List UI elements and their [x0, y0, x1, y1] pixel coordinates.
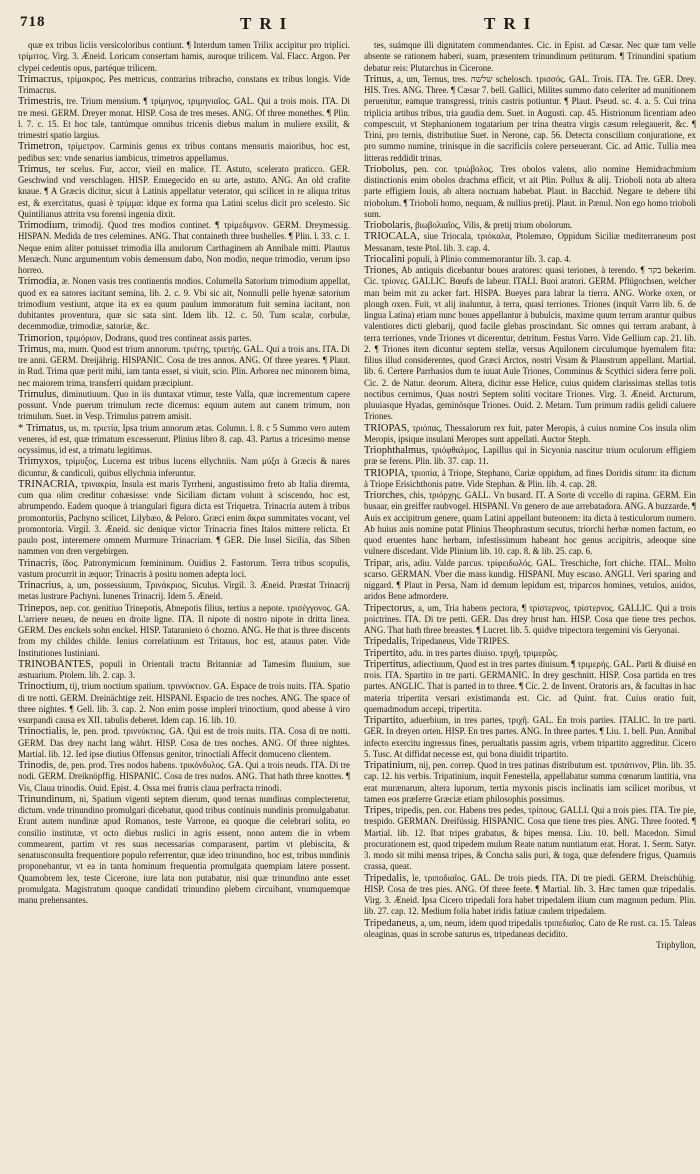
entry-headword: Trimus,	[18, 163, 51, 175]
dictionary-entry	[18, 344, 350, 389]
entry-headword: Tripedalis,	[364, 872, 409, 884]
entry-text: us, m. τριετία, Ipsa trium annorum ætas. Column. l. 8. c 5 Summo vero autem veneres, id est, quæ trimatum excesserunt. Plinius libro 8. cap. 43. Partus a tricesimo mense ocyssimus, id est, a trimatu legitimus.	[18, 422, 350, 455]
entry-text: Ab antiquis dicebantur boues aratores: quasi teriones, à terendo. ¶ בקר bekerim. Cic. τρίονες. GALLIC. Bœufs de labeur. ITALI. Buoi aratori. GERM. Pflügochsen, welcher man beim mit zu acker fart. HISPA. Bueyes para labrar la tierra. ANG. Worke oxen, or plough oxen. Fuit, vt alij inaluntur, à terra, quasi terriones. Triones (inquit Varro lib. 6. de lingua Latina) etiam nunc boues appellantur à bubulcis, maxime quum terram arantur quibus valentiores dicti glebarij, quod facile glebas proscindant. Sic omnes qui terram arabant, à terra terriones, vnde Triones vt dicerentur, detritum. Festus Varro. Vide Gellium cap. 21. lib. 2. ¶ Triones item dicuntur septem stellæ, versus Aquilonem circulumque hyemalem fita: filius illud considerentes, quod Græci Arctos, nostri Vrsam & Plaustrum appellant. Martial. lib. 6. Certere Parrhasios dum te iuuat Aule Triones, Comminus & Scythici sidera ferre poli. Cic. 2. de Natur. deorum. Altera, dicitur esse Helice, cuius quidem clarissimas stellas totis noctibus cernimus, Quas nostri Septem soliti vocitare Triones. Virg. 3. Æneid. Arcturum, pluuiasque Hyadas, geminósque Triones. Ouid. 2. Metam. Tum primum radiis gelidi caluere Triones.	[364, 265, 696, 422]
dictionary-entry	[364, 468, 696, 491]
entry-text: a, um, neum, idem quod tripedalis τριπεδιαῖος. Cato de Re rust. ca. 15. Taleas oleaginas, quas in scrobe saturus es, tripedaneas decidito.	[364, 917, 696, 939]
entry-headword: Triocalini	[364, 253, 406, 265]
entry-text: adu. in tres partes diuiso. τριχῆ, τριμερῶς.	[408, 647, 558, 658]
dictionary-entry	[18, 794, 350, 907]
entry-headword: Trinodis,	[18, 760, 56, 771]
running-head-right: TRI	[484, 14, 539, 33]
entry-headword: TRIOPIA,	[364, 467, 409, 479]
dictionary-entry	[364, 74, 696, 164]
dictionary-entry	[18, 726, 350, 760]
dictionary-entry	[18, 659, 350, 682]
dictionary-entry	[364, 603, 696, 637]
dictionary-entry	[364, 873, 696, 918]
entry-text: tes, suámque illi dignitatem commendantes. Cic. in Epist. ad Cæsar. Nec quæ tam velle absente se rationem haberi, suam, præsentem trinundinum petiturum. ¶ Trinundini spatium debatur reis: Plutarchus in Cicerone.	[364, 40, 696, 73]
entry-headword: Tripartito,	[364, 715, 407, 726]
running-head-left: TRI	[240, 14, 295, 33]
dictionary-entry	[364, 265, 696, 423]
dictionary-entry	[18, 603, 350, 659]
entry-text: diminutiuum. Quo in iis duntaxat vtimur, teste Valla, quæ incrementum capere possunt. Vnde puerum trimulum recte dicemus: equum autem aut canem trimum, non trimulum. Suet. in Vesp. Trimulus patrem amisit.	[18, 388, 350, 422]
entry-text: τριόφθαλμος, Lapillus qui in Sicyonia nascitur trium oculorum effigiem præ se ferens. Plin. lib. 37. cap. 11.	[364, 445, 696, 467]
dictionary-entry	[18, 141, 350, 164]
entry-headword: Tripertitus,	[364, 658, 411, 670]
entry-headword: Trinacrius,	[18, 580, 64, 591]
entry-text: a, um, possessiuum, Τρινάκριος, Siculus. Virgil. 3. Æneid. Præstat Trinacrij metas lustrare Pachyni. Iunenes Trinacrij. Idem 5. Æneid.	[18, 580, 350, 602]
entry-text: τριοπία, à Triope, Stephano, Cariæ oppidum, ad fines Doridis situm: ita dictum à Triope Erisichthonis patre. Vide Stephan. & Plin. lib. 4. cap. 28.	[364, 467, 696, 489]
entry-text: τρίμακρος. Pes metricus, contrarius tribracho, constans ex tribus longis. Vide Trimacrus.	[18, 73, 350, 95]
dictionary-entry	[364, 918, 696, 941]
entry-headword: Tripatinium,	[364, 760, 417, 771]
dictionary-entry	[364, 659, 696, 715]
entry-text: Tripedaneus, Vide TRIPES.	[410, 636, 510, 647]
entry-text: tij, trium noctium spatium. τριννύκτιον. GA. Espace de trois nuits. ITA. Spatio di tre notti. GERM. Dreinächtige zeit. HISPANI. Espacio de tres noches. ANG. The space of three nightes. ¶ Gell. lib. 3. cap. 2. Non enim posse impleri trinoctium, quod abesse à viro vsurpandi causa ex XII. tabulis deberet. Idem cap. 16. lib. 10.	[18, 681, 350, 725]
entry-headword: Trimulus,	[18, 388, 59, 400]
entry-text: τρινακρία, Insula est maris Tyrrheni, angustissimo freto ab Italia diremta, cum qua olim creditur cohæsisse: vnde Siciliam dictam volunt à sciscendo, hoc est, abrumpendo. Eadem quoque à triangulari figura dicta est Triquetra. Trinacria autem à tribus promontoriis, Pachyno scilicet, Lilybæo, & Peloro. Græci enim ἄκρα summitates vocant, vel promontoria. Virgil. 3. Æneid. sic denique victor Trinacria fines Italos mittere relicta. Et paulo post, interemere omnem Murmure Trinacriam. ¶ GER. Die Insel Sicilia, das Siben nammen von dren vergebirgen.	[18, 478, 350, 557]
left-column	[18, 40, 350, 1162]
entry-text: de, pen. prod. Tres nodos habens. τρικόνδυλος. GA. Qui a trois neuds. ITA. Di tre nodi. GERM. Dreiknöpffig. HISPANIC. Cosa de tres nudos. ANG. That hath three knottes. ¶ Vis, Claua trinodis. Ouid. Epist. 4. Ossa mei fratris claua perfracta trinodi.	[18, 760, 350, 793]
entry-headword: Trimestris,	[18, 96, 64, 108]
entry-text: quæ ex tribus liciis versicoloribus contiunt. ¶ Interdum tamen Trilix accipitur pro triplici. τρίμιτος. Virg. 3. Æneid. Loricam consertam hamis, auroque trilicem. Val. Flacc. Argon. Per clypei cedentis opus, partéque trilicem.	[18, 40, 350, 73]
entry-text: aris, adiu. Valde parcus. τρίφειδωλός. GAL. Treschiche, fort chiche. ITAL. Molto scarso. GERMAN. Vber die mass kundig. HISPANI. Muy escaso. ANGLI. Veri sparing and niggard. ¶ Plaut in Persa, Nam id demum lepidum est, triparcos homines, vetulos, auidos, aridos Bene admordere.	[364, 557, 696, 602]
page-header	[14, 14, 686, 38]
entry-text: chis, τριόρχης. GALL. Vn busard. IT. A Sorte di vccello di rapina. GERM. Ein busaar, ein greiffer raubvogel. HISPANI. Vn genero de aue arrebatadora. ANG. A buzzarde. ¶ Auis ex accipitrum genere, quam Latini appellant buteonem: ita dicta à testiculorum numero. Ab huius auis nomine putat Plinius Theophrastum secutus, triorchi herbæ nomen factum, eo quod eruentes hanc herbam, infestissimum habeant hoc genus accipitris, adeoque sine vulnere discedant. Vide Plinium lib. 10. cap. 8. & lib. 25. cap. 6.	[364, 490, 696, 557]
dictionary-entry	[364, 423, 696, 446]
entry-text: nij, pen. correp. Quod in tres patinas distributum est. τριπάτινον, Plin. lib. 35. cap. 12. his verbis. Tripatinium, inquit Fenestella, appellabatur summa cœnarum lautitia, vna erat murænarum, altera luporum, tertia myxonis piscis inclinatis iam scilicet moribus, vt tamen eos præferre Græciæ etiam philosophis possimus.	[364, 760, 696, 804]
dictionary-entry	[364, 558, 696, 603]
entry-headword: Triophthalmus,	[364, 445, 429, 456]
entry-headword: Trimacrus,	[18, 73, 64, 85]
dictionary-entry	[18, 580, 350, 603]
entry-headword: Trinundinum,	[18, 793, 76, 805]
entry-headword: Tripertito,	[364, 647, 407, 659]
entry-headword: TRINOBANTES,	[18, 658, 94, 670]
entry-text: ma, mum. Quod est trium annorum. τριέτης, τριετής. GAL. Qui a trois ans. ITA. Di tre anni. GERM. Dreijährig. HISPANIC. Cosa de tres annos. ANG. Of three yeares. ¶ Plaut. in Rud. Trima quæ perit mihi, iam tanta esset, si viuit, scio. Plin. Arborea nec minorem bima, nec maiorem trima, transferri quidam præcipiunt.	[18, 343, 350, 388]
dictionary-entry	[364, 40, 696, 74]
dictionary-entry	[18, 96, 350, 141]
entry-text: siue Triocala, τριόκαλα, Ptolemæo, Oppidum Siciliæ mediterraneum post Messanam, teste Ptol. lib. 3. cap. 4.	[364, 231, 696, 253]
dictionary-entry	[18, 220, 350, 276]
entry-text: populi, à Plinio commemorantur lib. 3. cap. 4.	[407, 253, 571, 264]
entry-text: adiectiuum, Quod est in tres partes diuisum. ¶ τριμερής. GAL. Parti & diuisé en trois. ITA. Spartito in tre parti. GERMANIC. In drey geschnitt. HISP. Cosa partida en tres partes. ANGLIC. That is parted in to three. ¶ Cic. 2. de Invent. Oratoris ars, & facultas in hac materia tripertita versari existimanda est. Cic. ad Quint. frat. Cuius oratio fuit, quemadmodum accepi, tripertita.	[364, 658, 696, 714]
entry-headword: Trimorion,	[18, 332, 64, 344]
entry-text: nep. cor. genitiuo Trinepotis, Abnepotis filius, tertius a nepote. τρισέγγονος. GA. L'arriere neueu, de neueu en droite ligne. ITA. Il nipote di nostro nipote in dritta linea. GERM. Des enckels sohn enckel. HISP. Tataranieto ó chozno. ANG. He that is three discents from my childes childe. Ienius correlatiuum est Tritauus, hoc est, atauus pater. Vide Institutiones Iustiniani.	[18, 602, 350, 658]
dictionary-entry	[364, 805, 696, 873]
dictionary-entry	[18, 558, 350, 581]
entry-text: ni, Spatium vigenti septem dierum, quod ternas nundinas complecteretur, dictum. vnde trinundino promulgari dicebatur, quod tribus continuis nundinis promulgabatur. Erant autem nundinæ apud Romanos, teste Varrone, ea quoque die celebrari solita, eo consilio institutæ, vt octo diebus ruslici in agris essent, nono autem die in vrbem commearent, partim vt res suas necessarias comparasent, partim vt plebiscita, & senatusconsulta frequentiore populo referrentur, quæ ideo trinundino, hoc est, tribus nundinis proponebantur, vt ea in tanta hominum frequentia promulgata quempiam latere possent. Quamobrem lex, teste Cicerone, iure lata non putabatur, nisi quæ trinundino ante esset promulgata. Magistratum quoque candidati trinundino plebem circuibant, vnumquemque manu prehensantes.	[18, 793, 350, 905]
dictionary-entry	[18, 40, 350, 74]
dictionary-entry	[364, 220, 696, 231]
entry-text: a, um, Tria habens pectora, ¶ τρίστερνος, τρίστερνος. GALLIC. Qui a trois poictrines. ITA. Di tre petti. GER. Das drey brust han. HISP. Cosa que tiene tres pechos. ANG. That hath three breastes. ¶ Lucret. lib. 5. quidve tripectora tergemini vis Geryonai.	[364, 602, 696, 635]
entry-headword: Triones,	[364, 265, 399, 276]
entry-headword: Tripar,	[364, 557, 393, 569]
catchword: Triphyllon,	[656, 940, 696, 950]
entry-text: ἴδος. Patronymicum fœmininum. Ouidius 2. Fastorum. Terra tribus scopulis, vastum procurrit in æquor; Trinacris à positu nomen adepta loci.	[18, 557, 350, 579]
entry-headword: Tripedaneus,	[364, 917, 419, 929]
entry-headword: TRIOCALA,	[364, 231, 420, 243]
entry-headword: Trimodia,	[18, 276, 60, 288]
entry-text: aduerbium, in tres partes, τριχῆ. GAL. En trois parties. ITALIC. In tre parti. GER. In dreyen orten. HISP. En tres partes. ANG. In three partes. ¶ Liu. 1. bell. Pun. Annibal infecto exercitu ingressus fines, perualtatis passim agris, vrbem tripartito aggreditur. Cicero 5. Tusc. At diffidat necesse est, qui bona diuidit tripartito.	[364, 715, 696, 759]
entry-text: τριμόριον, Dodrans, quod tres contineat assis partes.	[65, 332, 252, 343]
page-number: 718	[20, 14, 46, 30]
entry-headword: Tripes,	[364, 805, 394, 816]
entry-text: ter scelus. Fur, accor, vieil en malice. IT. Astuto, scelerato praticco. GER. Geschwind vnd verschlagen. HISP. Enuegecido en su arte, astuto. ANG. An old crafite knaue. ¶ A Græcis dicitur, sicut à Latinis appellatur veterator, qui scilicet in re aliqua tritus est, & exercitatus, quasi è τρίμμα: idque ex forma qua Latini scelus dicit pro scelesto. Sic Quintilianus attrita vsu forensi ingenia dixit.	[18, 163, 350, 219]
entry-text: tripedis, pen. cor. Habens tres pedes, τρίπους. GALLI. Qui a trois pies. ITA. Tre pie, trespido. GERMAN. Dreifüssig. HISPANIC. Cosa que tiene tres pies. ANG. Three footed. ¶ Martial. lib. 12. Ibat tripes grabatus, & bipes mensa. Liu. 10. bell. Macedon. Simul procurationem est, quod tripedem mulum Reate natum nuntiatum erat. Horat. 1. Serm. Satyr. 3. modo sit mihi mensa tripes, & Concha salis puri, & toga, quæ defendere frigus, Quamuis crassa, queat.	[364, 805, 696, 872]
dictionary-entry	[364, 648, 696, 659]
entry-headword: Trimodium,	[18, 220, 69, 231]
entry-headword: Triobolus,	[364, 163, 408, 175]
dictionary-entry	[18, 479, 350, 558]
dictionary-entry	[18, 276, 350, 332]
entry-text: æ. Nonen vasis tres continentis modios. Columella Satorium trimodium appellat, quod ex ea satores iacitant semina, lib. 2. c. 9. Vbi sic ait, Nonnulli pelle hyenæ satorium trimodium vestiunt, atque ita ex ea quum paulum immoratum fuit semina iacitant, non dubitantes proventura, quæ sic sata sint. Idem lib. 12. c. 50. Tum scalæ, corbulæ, decemmodiæ, trimodiæ, satoriæ, &c.	[18, 276, 350, 332]
entry-headword: TRIOPAS,	[364, 422, 410, 434]
entry-text: pen. cor. τριώβολος. Tres obolos valens, alio nomine Hemidrachmium distinctionis enim obolos drachma efficit, vt ait Plin. Pollux & alij. Trioboli nota ab altera parte effigiem Iouis, ab altera noctuam habebat. Plaut. in Bacchid. Negare te debere tibi triobolum. ¶ Trioboli homo, nequam, & nullius pretij. Plaut. in Pænul. Non ego homo trioboli sum.	[364, 163, 696, 219]
entry-headword: Trinacris,	[18, 557, 59, 569]
entry-text: τρίμετρον. Carminis genus ex tribus contans mensuris maioribus, hoc est, pedibus sex: vnde senarius iambicus, trimetros appellamus.	[18, 141, 350, 163]
entry-text: τριόπας, Thessalorum rex fuit, pater Meropis, à cuius nomine Cos insula olim Meropis, ipsique insulani Meropes sunt appellati. Auctor Steph.	[364, 422, 696, 444]
entry-text: tre. Trium mensium. ¶ τρίμηνος, τριμηνιαῖος. GAL. Qui a trois mois. ITA. Di tre mesi. GERM. Dreyer monat. HISP. Cosa de tres meses. ANG. Of three monethes. ¶ Plin. l. 7. c. 15. Et hoc tale, tantúmque omnibus tricenis diebus malum in muliere exsilit, & trimestri spatio largius.	[18, 96, 350, 140]
entry-headword: Trinus,	[364, 73, 394, 85]
dictionary-entry	[364, 445, 696, 468]
entry-headword: Triorches,	[364, 490, 407, 501]
dictionary-entry	[18, 74, 350, 97]
dictionary-entry	[18, 681, 350, 726]
dictionary-entry	[364, 715, 696, 760]
entry-headword: Trimus,	[18, 343, 51, 355]
entry-headword: Trinoctium,	[18, 681, 68, 693]
dictionary-entry	[18, 164, 350, 220]
entry-headword: Trimetron,	[18, 141, 63, 153]
dictionary-entry	[364, 760, 696, 805]
entry-text: τρίμυξος, Lucerna est tribus lucens ellychniis. Nam μύξα à Græcis & nares dicuntur, & candiculi, quibus ellychnia inferuntur.	[18, 456, 350, 478]
entry-text: βιωβολιαῖος, Vilis, & pretij trium obolorum.	[415, 220, 573, 230]
right-column	[364, 40, 696, 1162]
entry-headword: Trimyxos,	[18, 456, 62, 468]
dictionary-entry	[364, 636, 696, 647]
entry-text: le, τριποδιαῖος. GAL. De trois pieds. ITA. Di tre piedi. GERM. Dreischühig. HISP. Cosa de tres pies. ANG. Of three feete. ¶ Martial. lib. 3. Hæc tamen quæ tripedalis. Virg. 3. Æneid. Ipsa Cicero tripedali fora habet tripedalem ilium cum magnum pedum. Plin. lib. 27. cap. 12. Medium folia habet iridis fatiuæ caulem tripedalem.	[364, 872, 696, 917]
entry-text: a, um, Ternus, tres. שלשה schelosch. τρισσός. GAL. Trois. ITA. Tre. GER. Drey. HIS. Tres. ANG. Three. ¶ Cæsar 7. bell. Gallici, Milites summo dato celeriter ad munitionem peruenitur, eamque transgressi, trinis castris potiuntur. ¶ Plaut. Pseud. sc. 4. a. 5. Cui trina triplicia artibus tribus, tria gaudia dem. Suet. in Augusti. cap. 45. Histrionum licentiam adeo compescuit, vt Stephanionem togatarium per trina theatra virgis cæsum relegauerit, &c. ¶ Trini, pro ternis, distributiue Suet. in Nerone, cap. 56. Detecta conscilium conjuratione, ex pro summo numine, trinisque in die sacrificiis colere perseuerant. Cic. ad Attic. Tullia mea litteras reddidit trinas.	[364, 73, 696, 163]
dictionary-entry	[364, 231, 696, 254]
entry-text: le, pen. prod. τριννύκτιος. GA. Qui est de trois nuits. ITA. Cosa di tre notti. GERM. Das drey nacht lang währt. HISP. Cosa de tres noches. ANG. Of three nightes. Martial. lib. 12. Ied ipse diutius Offensus genitor, trinoctiali Affecit domuceno clientem.	[18, 726, 350, 759]
entry-headword: Trinepos,	[18, 602, 58, 614]
entry-headword: Tripectorus,	[364, 602, 415, 614]
entry-headword: * Trimatus,	[18, 422, 67, 434]
entry-headword: Tripedalis,	[364, 636, 409, 648]
dictionary-entry	[18, 423, 350, 457]
dictionary-entry	[18, 389, 350, 423]
dictionary-entry	[18, 456, 350, 479]
entry-headword: TRINACRIA,	[18, 478, 78, 490]
entry-text: trimodij. Quod tres modios continet. ¶ τρίμεδιμνον. GERM. Dreymessig. HISPAN. Medida de tres celemines. ANG. That containeth three bushelles. ¶ Plin. l. 33. c. 1. Neque enim aliter potuisset trimodia illa anulorum Carthaginem ab Annibale mitti. Plautus Menæch. Nunc argumentum vobis demensum dabo, Non modio, neque trimodio, verum ipso horreo.	[18, 220, 350, 275]
dictionary-entry	[364, 164, 696, 220]
dictionary-entry	[18, 333, 350, 344]
entry-headword: Triobolaris,	[364, 220, 413, 231]
entry-text: populi in Orientali tractu Britanniæ ad Tamesim fluuium, sue æstuarium. Ptolem. lib. 2. cap. 3.	[18, 658, 350, 680]
dictionary-entry	[18, 760, 350, 794]
dictionary-entry	[364, 490, 696, 558]
entry-headword: Trinoctialis,	[18, 726, 69, 738]
dictionary-entry	[364, 254, 696, 265]
